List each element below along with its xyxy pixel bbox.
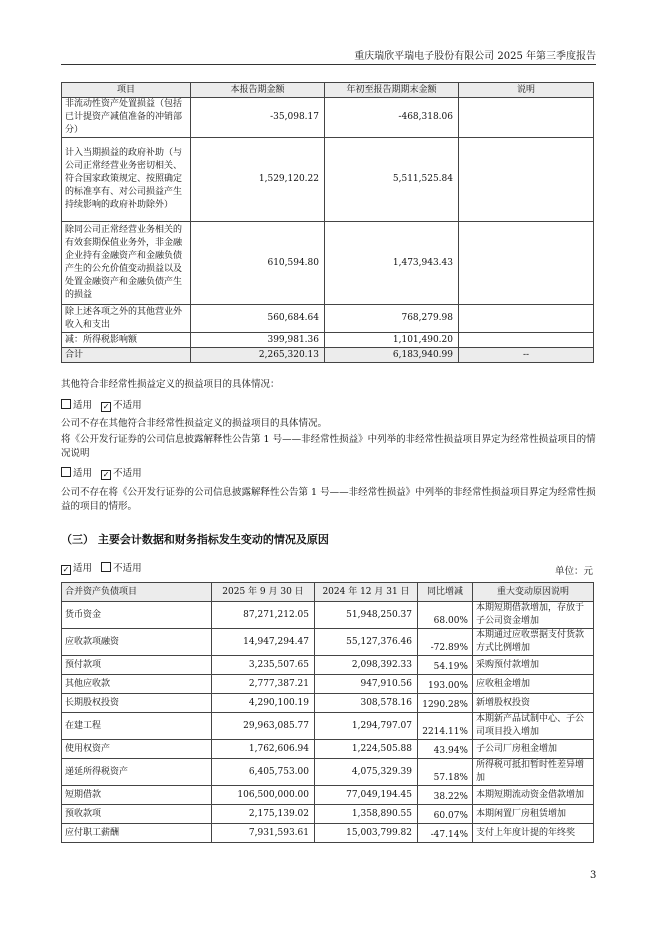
row-reason: 支付上年度计提的年终奖	[473, 824, 594, 843]
check-mark-icon: ✓	[102, 470, 110, 479]
row-change-pct: -72.89%	[418, 629, 473, 656]
row-current: 2,265,320.13	[191, 348, 325, 363]
row-change-pct: 54.19%	[418, 656, 473, 675]
applicability-line-3	[61, 562, 596, 576]
row-note	[459, 222, 594, 305]
row-value-2024: 1,224,505.88	[315, 740, 418, 759]
checkbox-not-applicable	[101, 562, 111, 572]
row-ytd: 768,279.98	[325, 305, 459, 333]
page-number: 3	[590, 870, 597, 881]
row-note	[459, 138, 594, 222]
row-value-2025: 14,947,294.47	[212, 629, 315, 656]
row-change-pct: 38.22%	[418, 786, 473, 805]
row-item: 货币资金	[62, 602, 212, 629]
row-item: 应付职工薪酬	[62, 824, 212, 843]
row-item: 预付款项	[62, 656, 212, 675]
row-current: 560,684.64	[191, 305, 325, 333]
row-reason: 采购预付款增加	[473, 656, 594, 675]
balance-sheet-changes-table	[61, 582, 594, 843]
checkbox-not-applicable	[101, 402, 111, 412]
table1-header: 说明	[459, 83, 594, 98]
row-current: 399,981.36	[191, 333, 325, 348]
row-note	[459, 333, 594, 348]
row-value-2025: 3,235,507.65	[212, 656, 315, 675]
row-value-2024: 55,127,376.46	[315, 629, 418, 656]
table-row	[62, 348, 594, 363]
table-row	[62, 805, 594, 824]
row-ytd: 5,511,525.84	[325, 138, 459, 222]
table2-header: 2024 年 12 月 31 日	[315, 583, 418, 602]
row-change-pct: 2214.11%	[418, 713, 473, 740]
row-value-2025: 2,777,387.21	[212, 675, 315, 694]
row-item: 计入当期损益的政府补助（与公司正常经营业务密切相关、符合国家政策规定、按照确定的标准享有、对公司损益产生持续影响的政府补助除外）	[62, 138, 191, 222]
row-note	[459, 305, 594, 333]
applicability-line-2	[61, 467, 596, 481]
row-change-pct: 193.00%	[418, 675, 473, 694]
row-item: 应收款项融资	[62, 629, 212, 656]
row-value-2024: 308,578.16	[315, 694, 418, 713]
row-item: 除上述各项之外的其他营业外收入和支出	[62, 305, 191, 333]
unit-label: 单位：元	[555, 566, 594, 577]
row-reason: 应收租金增加	[473, 675, 594, 694]
row-current: 610,594.80	[191, 222, 325, 305]
row-value-2025: 106,500,000.00	[212, 786, 315, 805]
row-current: -35,098.17	[191, 98, 325, 138]
table-row	[62, 694, 594, 713]
label-applicable: 适用	[73, 400, 93, 411]
table1-header: 年初至报告期期末金额	[325, 83, 459, 98]
check-mark-icon: ✓	[62, 565, 70, 574]
row-reason: 本期短期流动资金借款增加	[473, 786, 594, 805]
row-change-pct: 43.94%	[418, 740, 473, 759]
row-value-2024: 15,003,799.82	[315, 824, 418, 843]
section-title: （三） 主要会计数据和财务指标发生变动的情况及原因	[61, 533, 329, 546]
applicability-line-1	[61, 399, 596, 413]
row-item: 长期股权投资	[62, 694, 212, 713]
checkbox-applicable	[61, 467, 71, 477]
table-row	[62, 786, 594, 805]
row-change-pct: 57.18%	[418, 759, 473, 786]
row-reason: 本期闲置厂房租赁增加	[473, 805, 594, 824]
row-reason: 本期新产品试制中心、子公司项目投入增加	[473, 713, 594, 740]
row-item: 其他应收款	[62, 675, 212, 694]
row-ytd: 1,101,490.20	[325, 333, 459, 348]
table1-header: 本报告期金额	[191, 83, 325, 98]
table2-header: 合并资产负债项目	[62, 583, 212, 602]
row-reason: 本期短期借款增加，存放于子公司资金增加	[473, 602, 594, 629]
table-row	[62, 138, 594, 222]
row-value-2024: 4,075,329.39	[315, 759, 418, 786]
row-change-pct: 1290.28%	[418, 694, 473, 713]
table-row	[62, 222, 594, 305]
table-row	[62, 656, 594, 675]
no-other-items-text: 公司不存在其他符合非经常性损益定义的损益项目的具体情况。	[61, 418, 328, 429]
row-value-2025: 87,271,212.05	[212, 602, 315, 629]
row-note: --	[459, 348, 594, 363]
other-items-note: 其他符合非经常性损益定义的损益项目的具体情况：	[61, 379, 280, 390]
check-mark-icon: ✓	[102, 402, 110, 411]
row-value-2025: 29,963,085.77	[212, 713, 315, 740]
row-change-pct: 60.07%	[418, 805, 473, 824]
row-value-2025: 7,931,593.61	[212, 824, 315, 843]
row-value-2024: 1,294,797.07	[315, 713, 418, 740]
table-row	[62, 333, 594, 348]
table-row	[62, 305, 594, 333]
row-change-pct: 68.00%	[418, 602, 473, 629]
label-not-applicable: 不适用	[113, 468, 142, 479]
label-not-applicable: 不适用	[113, 400, 142, 411]
row-value-2025: 6,405,753.00	[212, 759, 315, 786]
table-row	[62, 740, 594, 759]
row-item: 非流动性资产处置损益（包括已计提资产减值准备的冲销部分）	[62, 98, 191, 138]
checkbox-not-applicable	[101, 470, 111, 480]
row-ytd: 6,183,940.99	[325, 348, 459, 363]
row-value-2024: 947,910.56	[315, 675, 418, 694]
row-item: 合计	[62, 348, 191, 363]
row-value-2024: 77,049,194.45	[315, 786, 418, 805]
label-applicable: 适用	[73, 563, 93, 574]
row-reason: 所得税可抵扣暂时性差异增加	[473, 759, 594, 786]
label-applicable: 适用	[73, 468, 93, 479]
row-value-2024: 51,948,250.37	[315, 602, 418, 629]
label-not-applicable: 不适用	[113, 563, 142, 574]
reclassification-note: 将《公开发行证券的公司信息披露解释性公告第 1 号——非经常性损益》中列举的非经常性损益项目界定为经常性损益项目的情况说明	[61, 434, 596, 459]
row-item: 在建工程	[62, 713, 212, 740]
row-note	[459, 98, 594, 138]
table-row	[62, 98, 594, 138]
row-reason: 新增股权投资	[473, 694, 594, 713]
row-item: 预收款项	[62, 805, 212, 824]
checkbox-applicable	[61, 565, 71, 575]
row-current: 1,529,120.22	[191, 138, 325, 222]
row-item: 短期借款	[62, 786, 212, 805]
table-row	[62, 602, 594, 629]
no-reclassification-text: 公司不存在将《公开发行证券的公司信息披露解释性公告第 1 号——非经常性损益》中列举的非经常性损益项目界定为经常性损益的项目的情形。	[61, 487, 596, 512]
row-item: 减：所得税影响额	[62, 333, 191, 348]
row-value-2024: 2,098,392.33	[315, 656, 418, 675]
table-row	[62, 759, 594, 786]
row-value-2025: 4,290,100.19	[212, 694, 315, 713]
row-value-2024: 1,358,890.55	[315, 805, 418, 824]
table2-header: 2025 年 9 月 30 日	[212, 583, 315, 602]
table-row	[62, 824, 594, 843]
row-reason: 本期通过应收票据支付货款方式比例增加	[473, 629, 594, 656]
table-row	[62, 675, 594, 694]
table2-header: 重大变动原因说明	[473, 583, 594, 602]
table-row	[62, 629, 594, 656]
row-value-2025: 1,762,606.94	[212, 740, 315, 759]
row-ytd: -468,318.06	[325, 98, 459, 138]
row-change-pct: -47.14%	[418, 824, 473, 843]
row-item: 使用权资产	[62, 740, 212, 759]
checkbox-applicable	[61, 399, 71, 409]
table1-header: 项目	[62, 83, 191, 98]
row-item: 递延所得税资产	[62, 759, 212, 786]
row-reason: 子公司厂房租金增加	[473, 740, 594, 759]
table-row	[62, 713, 594, 740]
non-recurring-items-table	[61, 82, 594, 363]
header-divider	[61, 64, 596, 65]
row-ytd: 1,473,943.43	[325, 222, 459, 305]
report-header: 重庆瑞欣平瑞电子股份有限公司 2025 年第三季度报告	[354, 51, 596, 62]
row-item: 除同公司正常经营业务相关的有效套期保值业务外，非金融企业持有金融资产和金融负债产生的公允价值变动损益以及处置金融资产和金融负债产生的损益	[62, 222, 191, 305]
row-value-2025: 2,175,139.02	[212, 805, 315, 824]
table2-header: 同比增减	[418, 583, 473, 602]
